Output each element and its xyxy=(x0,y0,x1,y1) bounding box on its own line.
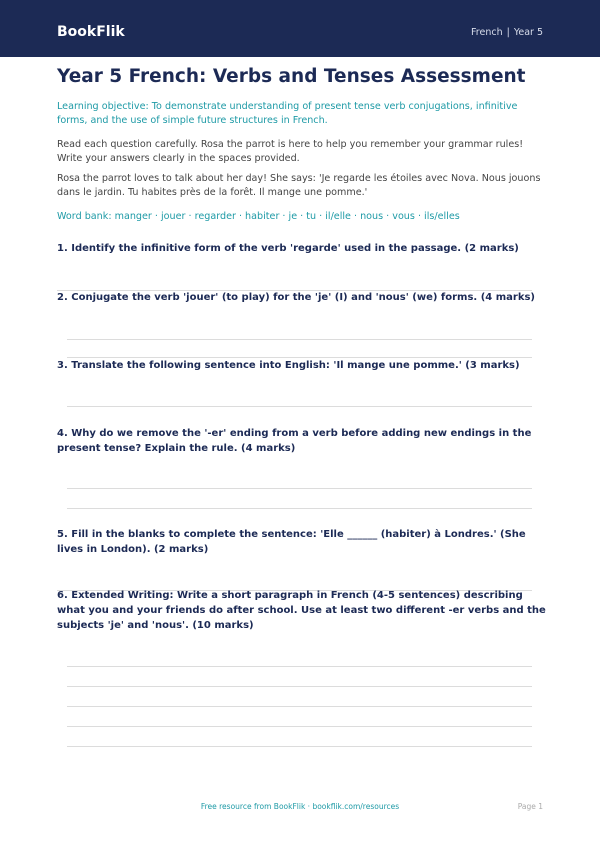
question-1: 1. Identify the infinitive form of the verb 'regarde' used in the passage. (2 marks) xyxy=(57,243,519,254)
subject-label: French xyxy=(471,27,503,38)
learning-objective: Learning objective: To demonstrate understanding of present tense verb conjugations, infinitive forms, and the use of simple future structures in French. xyxy=(57,101,518,127)
page-number: Page 1 xyxy=(517,802,543,811)
reading-passage: Rosa the parrot loves to talk about her day! She says: 'Je regarde les étoiles avec Nova. Nous jouons dans le jardin. Tu habites près de la forêt. Il mange une pomme.' xyxy=(57,173,541,199)
page-header xyxy=(0,0,600,57)
footer-resource-link[interactable]: Free resource from BookFlik · bookflik.com/resources xyxy=(200,802,400,811)
instructions: Read each question carefully. Rosa the parrot is here to help you remember your grammar rules! Write your answers clearly in the spaces provided. xyxy=(57,139,524,165)
answer-line[interactable] xyxy=(67,666,532,667)
answer-line[interactable] xyxy=(67,488,532,489)
header-separator: | xyxy=(506,27,510,38)
question-4: 4. Why do we remove the '-er' ending from a verb before adding new endings in the present tense? Explain the rule. (4 marks) xyxy=(57,428,532,454)
question-2: 2. Conjugate the verb 'jouer' (to play) for the 'je' (I) and 'nous' (we) forms. (4 marks) xyxy=(57,292,535,303)
answer-line[interactable] xyxy=(67,726,532,727)
header-meta xyxy=(471,27,543,39)
word-bank: Word bank: manger · jouer · regarder · habiter · je · tu · il/elle · nous · vous · ils/elles xyxy=(57,211,460,222)
answer-line[interactable] xyxy=(67,706,532,707)
question-3: 3. Translate the following sentence into English: 'Il mange une pomme.' (3 marks) xyxy=(57,360,520,371)
question-6: 6. Extended Writing: Write a short paragraph in French (4-5 sentences) describing what you and your friends do after school. Use at least two different -er verbs and the subjects 'je' and 'nous'. (10 marks) xyxy=(57,590,546,631)
page-title: Year 5 French: Verbs and Tenses Assessment xyxy=(57,66,526,87)
year-label: Year 5 xyxy=(513,27,543,38)
answer-line[interactable] xyxy=(67,339,532,340)
answer-line[interactable] xyxy=(67,746,532,747)
brand-logo[interactable]: BookFlik xyxy=(57,24,125,40)
answer-line[interactable] xyxy=(67,406,532,407)
answer-line[interactable] xyxy=(67,508,532,509)
question-5: 5. Fill in the blanks to complete the sentence: 'Elle ______ (habiter) à Londres.' (She lives in London). (2 marks) xyxy=(57,529,526,555)
answer-line[interactable] xyxy=(67,686,532,687)
